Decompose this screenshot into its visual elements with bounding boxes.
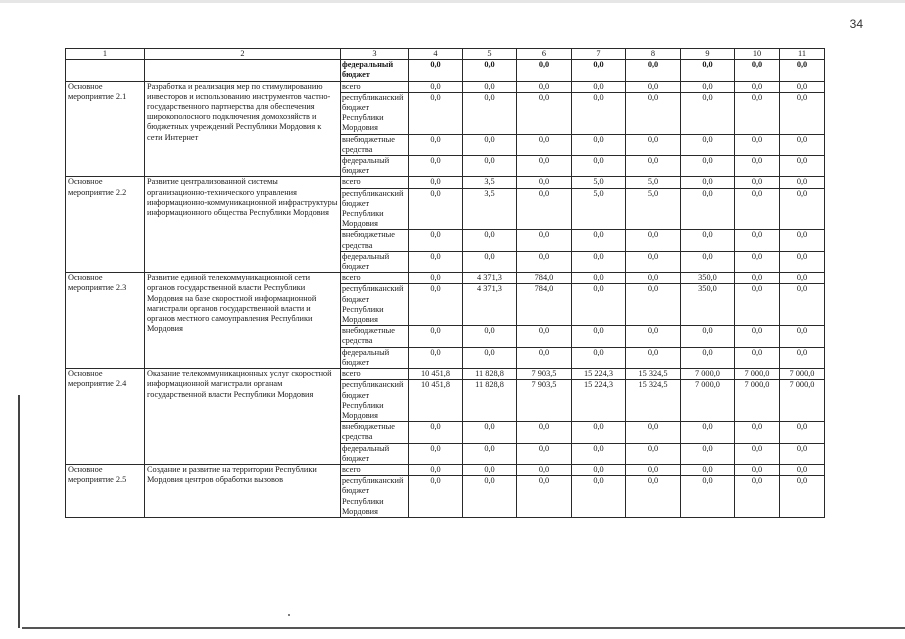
- measure-label: Основное мероприятие 2.1: [66, 81, 145, 177]
- column-number-8: 8: [626, 49, 681, 60]
- funding-source: республиканский бюджет Республики Мордовия: [341, 188, 409, 230]
- amount-cell: 0,0: [681, 177, 735, 188]
- amount-cell: 0,0: [463, 156, 517, 177]
- amount-cell: 0,0: [517, 251, 572, 272]
- column-number-7: 7: [572, 49, 626, 60]
- amount-cell: 0,0: [780, 188, 825, 230]
- amount-cell: 0,0: [409, 347, 463, 368]
- amount-cell: 0,0: [681, 476, 735, 518]
- amount-cell: 0,0: [517, 134, 572, 155]
- amount-cell: 0,0: [463, 92, 517, 134]
- amount-cell: 0,0: [517, 476, 572, 518]
- amount-cell: 0,0: [780, 422, 825, 443]
- amount-cell: 0,0: [572, 230, 626, 251]
- amount-cell: 0,0: [463, 476, 517, 518]
- budget-table: [65, 48, 825, 518]
- amount-cell: 3,5: [463, 177, 517, 188]
- measure-description: Создание и развитие на территории Республики Мордовия центров обработки вызовов: [145, 464, 341, 517]
- table-row: [66, 464, 825, 475]
- funding-source: внебюджетные средства: [341, 134, 409, 155]
- amount-cell: 0,0: [780, 443, 825, 464]
- amount-cell: 0,0: [735, 92, 780, 134]
- amount-cell: 0,0: [409, 273, 463, 284]
- amount-cell: 0,0: [735, 326, 780, 347]
- column-number-3: 3: [341, 49, 409, 60]
- amount-cell: 0,0: [409, 251, 463, 272]
- amount-cell: 0,0: [626, 273, 681, 284]
- amount-cell: 0,0: [626, 134, 681, 155]
- amount-cell: 0,0: [572, 464, 626, 475]
- amount-cell: 0,0: [735, 251, 780, 272]
- amount-cell: 5,0: [626, 177, 681, 188]
- amount-cell: 0,0: [780, 81, 825, 92]
- column-number-10: 10: [735, 49, 780, 60]
- amount-cell: 0,0: [572, 92, 626, 134]
- amount-cell: 0,0: [681, 230, 735, 251]
- table-row: [66, 177, 825, 188]
- amount-cell: 0,0: [626, 326, 681, 347]
- amount-cell: 0,0: [780, 92, 825, 134]
- amount-cell: 0,0: [572, 81, 626, 92]
- amount-cell: 0,0: [626, 347, 681, 368]
- amount-cell: 7 903,5: [517, 380, 572, 422]
- amount-cell: 0,0: [681, 326, 735, 347]
- amount-cell: 0,0: [626, 230, 681, 251]
- amount-cell: 0,0: [409, 443, 463, 464]
- amount-cell: 0,0: [735, 273, 780, 284]
- amount-cell: 0,0: [409, 81, 463, 92]
- amount-cell: 0,0: [681, 92, 735, 134]
- amount-cell: 11 828,8: [463, 380, 517, 422]
- amount-cell: 0,0: [626, 81, 681, 92]
- amount-cell: 0,0: [626, 251, 681, 272]
- amount-cell: 0,0: [780, 60, 825, 81]
- amount-cell: 7 000,0: [681, 380, 735, 422]
- table-body: [66, 60, 825, 518]
- funding-source: федеральный бюджет: [341, 443, 409, 464]
- amount-cell: 0,0: [780, 476, 825, 518]
- amount-cell: 0,0: [463, 134, 517, 155]
- amount-cell: 0,0: [409, 284, 463, 326]
- amount-cell: 0,0: [517, 60, 572, 81]
- funding-source: всего: [341, 273, 409, 284]
- amount-cell: 0,0: [463, 60, 517, 81]
- amount-cell: 350,0: [681, 284, 735, 326]
- amount-cell: 0,0: [626, 284, 681, 326]
- amount-cell: 15 324,5: [626, 369, 681, 380]
- amount-cell: 0,0: [735, 60, 780, 81]
- funding-source: всего: [341, 369, 409, 380]
- amount-cell: 7 000,0: [780, 380, 825, 422]
- amount-cell: 0,0: [409, 177, 463, 188]
- amount-cell: 0,0: [517, 230, 572, 251]
- amount-cell: 0,0: [735, 422, 780, 443]
- amount-cell: 7 000,0: [735, 380, 780, 422]
- amount-cell: 0,0: [735, 284, 780, 326]
- amount-cell: 0,0: [735, 347, 780, 368]
- amount-cell: 11 828,8: [463, 369, 517, 380]
- funding-source: федеральный бюджет: [341, 60, 409, 81]
- amount-cell: 0,0: [626, 476, 681, 518]
- amount-cell: 0,0: [517, 177, 572, 188]
- funding-source: всего: [341, 81, 409, 92]
- amount-cell: 0,0: [409, 230, 463, 251]
- page-number: 34: [849, 17, 863, 31]
- table-header: [66, 49, 825, 60]
- amount-cell: 0,0: [409, 464, 463, 475]
- amount-cell: 0,0: [681, 81, 735, 92]
- amount-cell: 0,0: [780, 273, 825, 284]
- amount-cell: 0,0: [735, 81, 780, 92]
- amount-cell: 0,0: [409, 422, 463, 443]
- amount-cell: 5,0: [626, 188, 681, 230]
- amount-cell: 0,0: [463, 347, 517, 368]
- measure-description: Развитие единой телекоммуникационной сети органов государственной власти Республики Мордовия на базе скоростной информационной магистрали органов государственной власти и органов местного самоуправления Республики Мордовия: [145, 273, 341, 369]
- amount-cell: 350,0: [681, 273, 735, 284]
- scan-edge-bottom: [22, 627, 905, 629]
- amount-cell: 0,0: [463, 251, 517, 272]
- amount-cell: 784,0: [517, 284, 572, 326]
- amount-cell: 0,0: [735, 188, 780, 230]
- funding-source: всего: [341, 464, 409, 475]
- amount-cell: 0,0: [572, 156, 626, 177]
- funding-source: внебюджетные средства: [341, 326, 409, 347]
- amount-cell: 0,0: [409, 92, 463, 134]
- column-number-6: 6: [517, 49, 572, 60]
- amount-cell: 0,0: [735, 230, 780, 251]
- amount-cell: 15 224,3: [572, 369, 626, 380]
- amount-cell: 0,0: [735, 156, 780, 177]
- amount-cell: 0,0: [572, 476, 626, 518]
- amount-cell: 7 000,0: [735, 369, 780, 380]
- amount-cell: 0,0: [681, 60, 735, 81]
- amount-cell: 0,0: [780, 347, 825, 368]
- amount-cell: 0,0: [463, 81, 517, 92]
- funding-source: федеральный бюджет: [341, 251, 409, 272]
- funding-source: республиканский бюджет Республики Мордовия: [341, 476, 409, 518]
- amount-cell: 4 371,3: [463, 284, 517, 326]
- empty-cell: [145, 60, 341, 81]
- amount-cell: 0,0: [517, 326, 572, 347]
- amount-cell: 0,0: [681, 347, 735, 368]
- amount-cell: 0,0: [681, 134, 735, 155]
- amount-cell: 0,0: [626, 156, 681, 177]
- amount-cell: 7 000,0: [780, 369, 825, 380]
- amount-cell: 0,0: [735, 134, 780, 155]
- measure-description: Развитие централизованной системы организационно-технического управления информационно-коммуникационной инфраструктуры информационного общества Республики Мордовия: [145, 177, 341, 273]
- amount-cell: 0,0: [463, 326, 517, 347]
- amount-cell: 0,0: [409, 134, 463, 155]
- amount-cell: 0,0: [409, 476, 463, 518]
- amount-cell: 0,0: [780, 251, 825, 272]
- scan-edge-left: [18, 395, 20, 628]
- amount-cell: 0,0: [626, 422, 681, 443]
- amount-cell: 0,0: [572, 273, 626, 284]
- amount-cell: 0,0: [572, 284, 626, 326]
- amount-cell: 0,0: [681, 422, 735, 443]
- amount-cell: 0,0: [517, 347, 572, 368]
- amount-cell: 0,0: [735, 464, 780, 475]
- amount-cell: 0,0: [517, 188, 572, 230]
- amount-cell: 0,0: [409, 156, 463, 177]
- funding-source: всего: [341, 177, 409, 188]
- amount-cell: 0,0: [517, 92, 572, 134]
- amount-cell: 5,0: [572, 177, 626, 188]
- column-number-4: 4: [409, 49, 463, 60]
- measure-description: Разработка и реализация мер по стимулированию инвесторов и использованию инструментов частно-государственного партнерства для обеспечения широкополосного подключения домохозяйств и бюджетных учреждений Республики Мордовия к сети Интернет: [145, 81, 341, 177]
- scan-speck: [288, 614, 290, 616]
- amount-cell: 0,0: [780, 134, 825, 155]
- amount-cell: 0,0: [735, 177, 780, 188]
- column-number-11: 11: [780, 49, 825, 60]
- funding-source: республиканский бюджет Республики Мордовия: [341, 284, 409, 326]
- amount-cell: 0,0: [463, 230, 517, 251]
- amount-cell: 0,0: [780, 464, 825, 475]
- amount-cell: 15 324,5: [626, 380, 681, 422]
- amount-cell: 0,0: [681, 251, 735, 272]
- amount-cell: 10 451,8: [409, 380, 463, 422]
- column-number-5: 5: [463, 49, 517, 60]
- amount-cell: 0,0: [463, 464, 517, 475]
- measure-label: Основное мероприятие 2.4: [66, 369, 145, 465]
- column-number-2: 2: [145, 49, 341, 60]
- amount-cell: 0,0: [409, 188, 463, 230]
- amount-cell: 0,0: [572, 347, 626, 368]
- table-row: [66, 369, 825, 380]
- measure-label: Основное мероприятие 2.3: [66, 273, 145, 369]
- amount-cell: 0,0: [681, 443, 735, 464]
- measure-description: Оказание телекоммуникационных услуг скоростной информационной магистрали органам государственной власти Республики Мордовия: [145, 369, 341, 465]
- column-number-9: 9: [681, 49, 735, 60]
- scan-edge-top: [0, 0, 905, 3]
- funding-source: федеральный бюджет: [341, 156, 409, 177]
- amount-cell: 4 371,3: [463, 273, 517, 284]
- amount-cell: 0,0: [626, 92, 681, 134]
- amount-cell: 0,0: [463, 443, 517, 464]
- amount-cell: 0,0: [572, 134, 626, 155]
- amount-cell: 0,0: [463, 422, 517, 443]
- amount-cell: 0,0: [517, 81, 572, 92]
- amount-cell: 3,5: [463, 188, 517, 230]
- column-number-1: 1: [66, 49, 145, 60]
- amount-cell: 0,0: [409, 326, 463, 347]
- amount-cell: 7 000,0: [681, 369, 735, 380]
- amount-cell: 0,0: [780, 177, 825, 188]
- amount-cell: 0,0: [517, 443, 572, 464]
- amount-cell: 0,0: [409, 60, 463, 81]
- amount-cell: 0,0: [517, 464, 572, 475]
- empty-cell: [66, 60, 145, 81]
- amount-cell: 0,0: [572, 251, 626, 272]
- amount-cell: 10 451,8: [409, 369, 463, 380]
- amount-cell: 0,0: [517, 156, 572, 177]
- table-row: [66, 60, 825, 81]
- amount-cell: 0,0: [780, 326, 825, 347]
- measure-label: Основное мероприятие 2.5: [66, 464, 145, 517]
- table-row: [66, 273, 825, 284]
- amount-cell: 15 224,3: [572, 380, 626, 422]
- amount-cell: 0,0: [572, 60, 626, 81]
- amount-cell: 0,0: [681, 156, 735, 177]
- amount-cell: 0,0: [735, 476, 780, 518]
- amount-cell: 784,0: [517, 273, 572, 284]
- amount-cell: 0,0: [780, 230, 825, 251]
- amount-cell: 0,0: [626, 464, 681, 475]
- funding-source: республиканский бюджет Республики Мордовия: [341, 92, 409, 134]
- amount-cell: 0,0: [626, 60, 681, 81]
- funding-source: федеральный бюджет: [341, 347, 409, 368]
- funding-source: внебюджетные средства: [341, 230, 409, 251]
- amount-cell: 7 903,5: [517, 369, 572, 380]
- amount-cell: 0,0: [517, 422, 572, 443]
- amount-cell: 0,0: [780, 284, 825, 326]
- amount-cell: 0,0: [681, 188, 735, 230]
- amount-cell: 0,0: [626, 443, 681, 464]
- amount-cell: 0,0: [681, 464, 735, 475]
- amount-cell: 0,0: [572, 422, 626, 443]
- amount-cell: 0,0: [572, 443, 626, 464]
- funding-source: внебюджетные средства: [341, 422, 409, 443]
- funding-source: республиканский бюджет Республики Мордовия: [341, 380, 409, 422]
- amount-cell: 0,0: [735, 443, 780, 464]
- amount-cell: 0,0: [572, 326, 626, 347]
- amount-cell: 5,0: [572, 188, 626, 230]
- table-row: [66, 81, 825, 92]
- amount-cell: 0,0: [780, 156, 825, 177]
- measure-label: Основное мероприятие 2.2: [66, 177, 145, 273]
